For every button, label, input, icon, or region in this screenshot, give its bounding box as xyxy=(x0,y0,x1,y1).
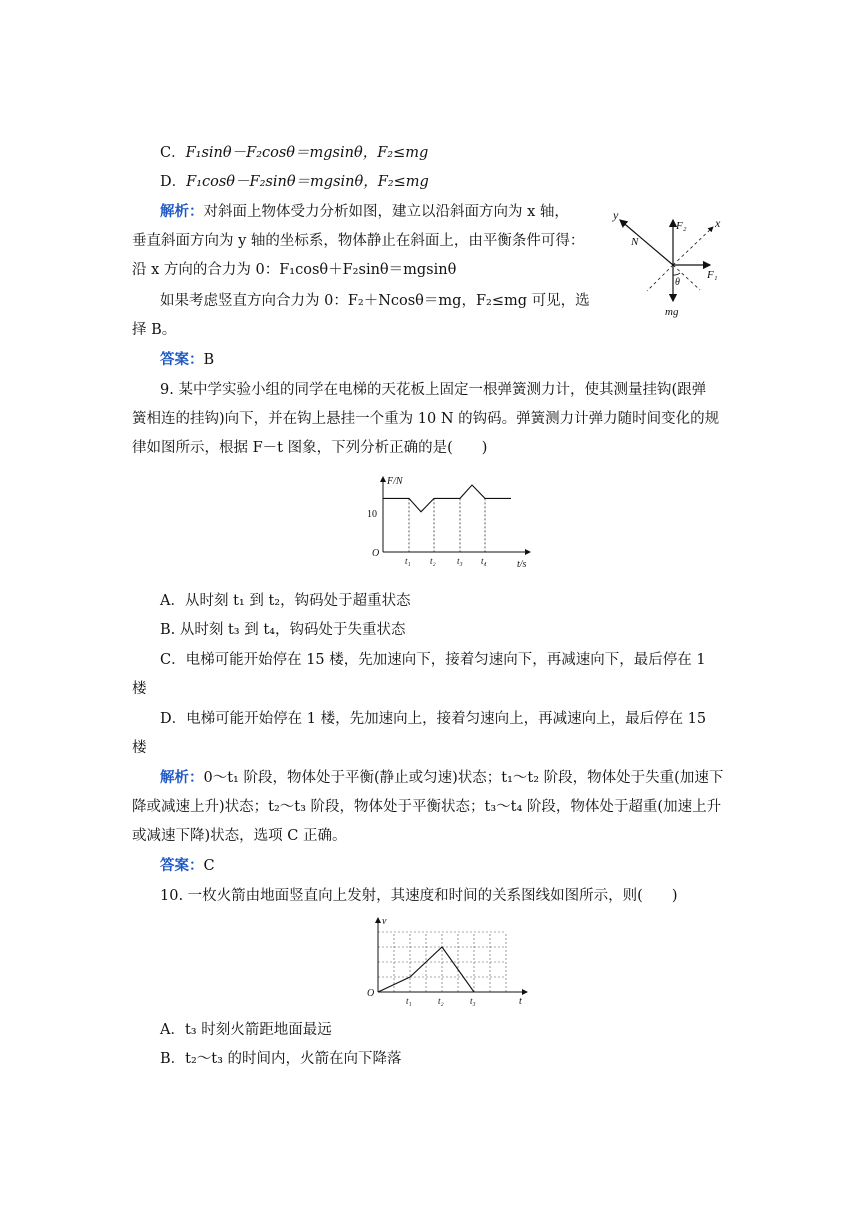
q8-analysis-line-3: 沿 x 方向的合力为 0：F₁cosθ＋F₂sinθ＝mgsinθ xyxy=(132,262,457,278)
chart-x-tick-t1: t₁ xyxy=(405,556,411,566)
q9-analysis-line-3: 或减速下降)状态，选项 C 正确。 xyxy=(132,828,347,844)
q9-stem-line-1: 9. 某中学实验小组的同学在电梯的天花板上固定一根弹簧测力计，使其测量挂钩(跟弹 xyxy=(160,382,707,398)
y-axis-line xyxy=(620,220,673,265)
chart-x-tick-t2: t₂ xyxy=(438,996,444,1006)
q9-answer xyxy=(160,856,215,876)
q9-stem-line-2: 簧相连的挂钩)向下，并在钩上悬挂一个重为 10 N 的钩码。弹簧测力计弹力随时间变化的规 xyxy=(132,411,720,427)
chart-x-tick-t4: t₄ xyxy=(481,556,487,566)
q8-analysis-line-4: 如果考虑竖直方向合力为 0：F₂＋Ncosθ＝mg，F₂≤mg 可见，选 xyxy=(160,293,590,309)
label-x: x xyxy=(715,216,721,230)
force-diagram xyxy=(605,205,740,320)
chart-x-tick-t3: t₃ xyxy=(457,556,463,566)
chart-y-label: v xyxy=(382,916,387,927)
v-t-chart xyxy=(362,914,534,1006)
x-axis-dashed-down xyxy=(647,265,673,291)
q9-option-c-line-1: C．电梯可能开始停在 15 楼，先加速向下，接着匀速向下，再减速向下，最后停在 1 xyxy=(160,652,706,668)
label-f2: F₂ xyxy=(676,220,687,232)
chart-origin: O xyxy=(372,548,380,559)
answer-label: 答案： xyxy=(160,857,204,874)
option-equation: F₁cosθ－F₂sinθ＝mgsinθ， xyxy=(186,174,378,190)
chart-series-line xyxy=(383,485,511,512)
q9-analysis-line-1 xyxy=(160,768,723,788)
q9-stem-line-3: 律如图所示，根据 F－t 图象，下列分析正确的是( ) xyxy=(132,440,488,456)
label-y: y xyxy=(613,208,619,222)
option-condition: F₂≤mg xyxy=(377,174,429,190)
answer-value: B xyxy=(203,352,215,368)
q10-stem: 10. 一枚火箭由地面竖直向上发射，其速度和时间的关系图线如图所示，则( ) xyxy=(160,888,678,904)
answer-label: 答案： xyxy=(160,351,204,368)
q8-analysis-line-2: 垂直斜面方向为 y 轴的坐标系，物体静止在斜面上，由平衡条件可得： xyxy=(132,233,585,249)
q9-option-d-line-1: D．电梯可能开始停在 1 楼，先加速向上，接着匀速向上，再减速向上，最后停在 15 xyxy=(160,711,707,727)
q9-option-a: A．从时刻 t₁ 到 t₂，钩码处于超重状态 xyxy=(160,593,411,609)
analysis-label: 解析： xyxy=(160,769,204,786)
chart-y-tick-10: 10 xyxy=(367,509,377,520)
q8-answer xyxy=(160,350,214,370)
q9-option-d-line-2: 楼 xyxy=(132,740,147,756)
chart-y-label: F/N xyxy=(387,476,403,487)
answer-value: C xyxy=(203,858,215,874)
q8-option-d xyxy=(160,172,429,192)
chart-x-label: t/s xyxy=(517,559,527,570)
analysis-text: 对斜面上物体受力分析如图，建立以沿斜面方向为 x 轴， xyxy=(203,204,569,220)
q10-option-a: A．t₃ 时刻火箭距地面最远 xyxy=(160,1022,332,1038)
q9-analysis-line-2: 降或减速上升)状态；t₂～t₃ 阶段，物体处于平衡状态；t₃～t₄ 阶段，物体处于超重(加速上升 xyxy=(132,799,722,815)
chart-x-tick-t1: t₁ xyxy=(406,996,412,1006)
x-axis-line xyxy=(673,227,713,265)
q8-analysis-line-1 xyxy=(160,202,569,222)
chart-x-tick-t2: t₂ xyxy=(430,556,436,566)
analysis-label: 解析： xyxy=(160,203,204,220)
q8-option-c xyxy=(160,143,428,163)
chart-x-tick-t3: t₃ xyxy=(470,996,476,1006)
option-label: C． xyxy=(160,145,186,161)
label-theta: θ xyxy=(675,277,680,288)
q9-option-c-line-2: 楼 xyxy=(132,681,147,697)
option-equation: F₁sinθ－F₂cosθ＝mgsinθ， xyxy=(185,145,378,161)
theta-arc xyxy=(673,273,680,275)
analysis-text: 0～t₁ 阶段，物体处于平衡(静止或匀速)状态；t₁～t₂ 阶段，物体处于失重(加速下 xyxy=(203,770,724,786)
f-t-chart xyxy=(365,472,535,572)
chart-x-label: t xyxy=(519,996,522,1006)
q10-option-b: B．t₂～t₃ 的时间内，火箭在向下降落 xyxy=(160,1051,402,1067)
chart-origin: O xyxy=(367,988,375,999)
label-n: N xyxy=(631,236,639,248)
label-mg: mg xyxy=(665,306,679,318)
q9-option-b: B. 从时刻 t₃ 到 t₄，钩码处于失重状态 xyxy=(160,622,406,638)
option-label: D． xyxy=(160,174,187,190)
q8-analysis-line-5: 择 B。 xyxy=(132,322,177,338)
label-f1: F₁ xyxy=(707,269,718,281)
chart-series-line xyxy=(378,947,474,992)
option-condition: F₂≤mg xyxy=(377,145,429,161)
